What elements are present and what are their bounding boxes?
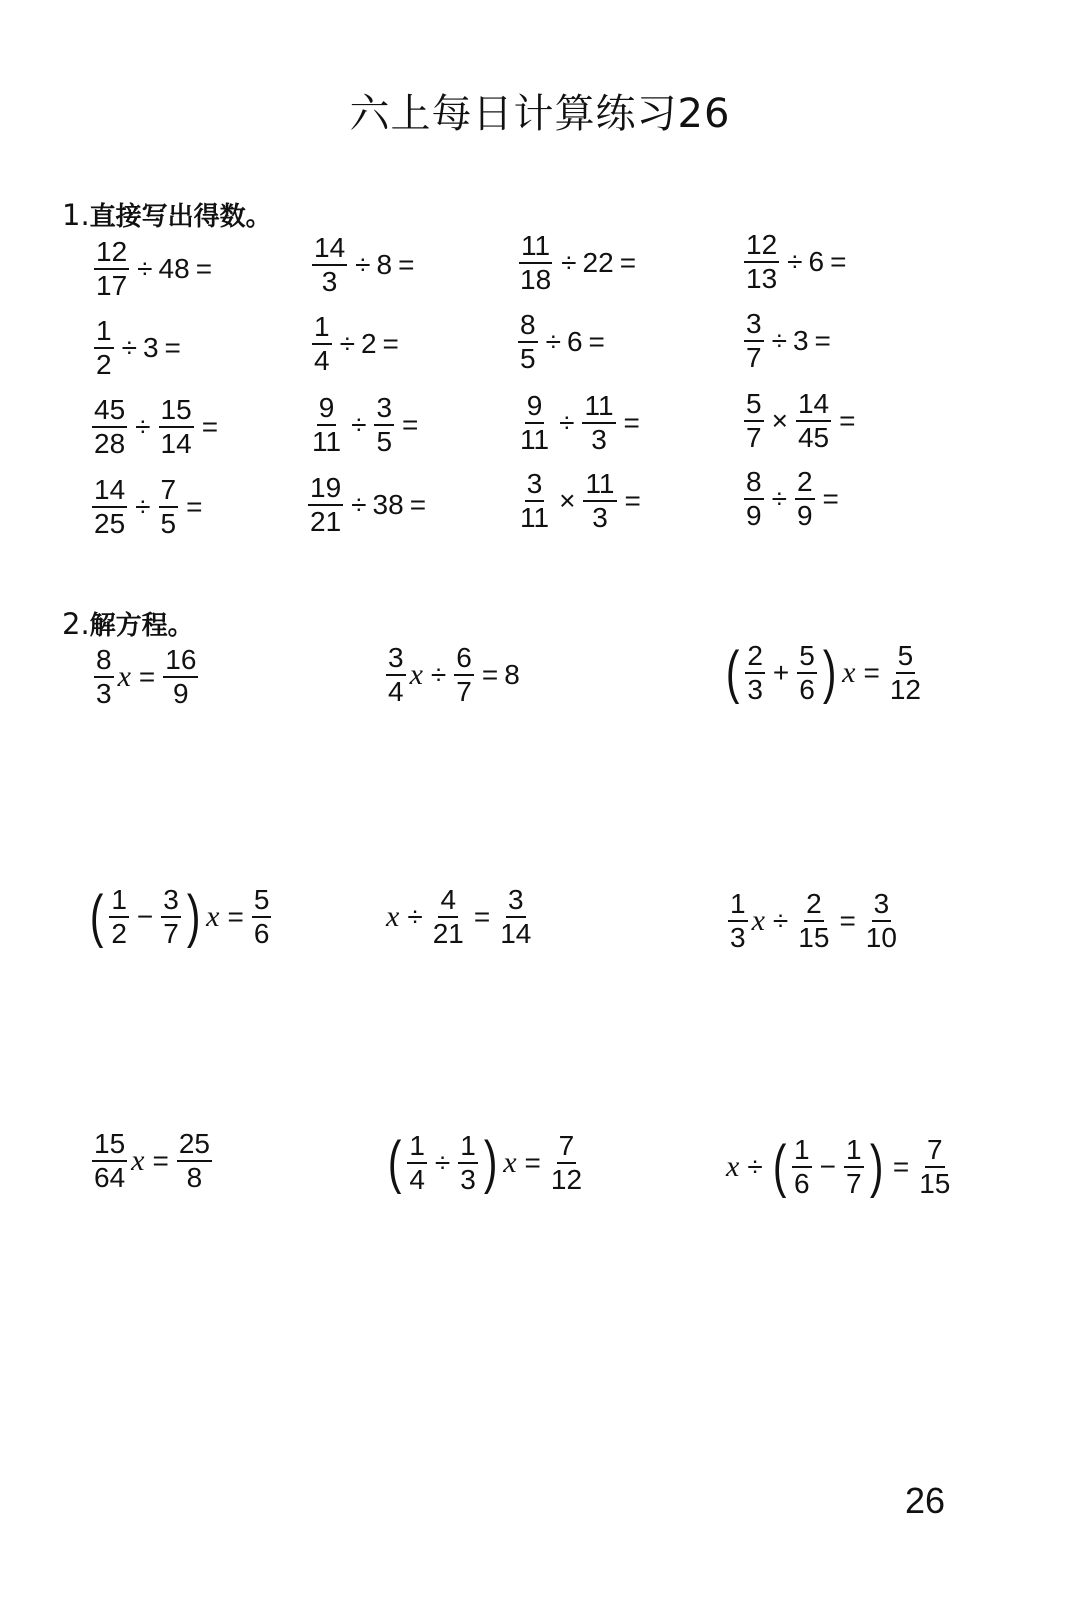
fraction: $\frac{1}{2}$ <box>96 315 112 380</box>
section2-label: 解方程。 <box>89 611 194 641</box>
oral-item-1: $\frac{12}{17}$ ÷ 48 = <box>96 236 213 301</box>
oral-item-9: $\frac{45}{28}$ ÷ $\frac{15}{14}$ = <box>94 394 219 459</box>
fraction: $\frac{14}{25}$ <box>94 474 126 539</box>
fraction: $\frac{1}{4}$ <box>314 311 330 376</box>
oral-item-10: $\frac{9}{11}$ ÷ $\frac{3}{5}$ = <box>312 392 419 457</box>
section2-heading <box>62 605 194 642</box>
fraction: $\frac{6}{7}$ <box>456 642 472 707</box>
equation-1: $\frac{8}{3}$ x = $\frac{16}{9}$ <box>96 644 197 709</box>
fraction: $\frac{3}{5}$ <box>376 392 393 457</box>
fraction: $\frac{11}{3}$ <box>585 468 615 533</box>
section1-heading <box>62 196 272 233</box>
fraction: $\frac{3}{7}$ <box>163 884 179 949</box>
oral-item-13: $\frac{14}{25}$ ÷ $\frac{7}{5}$ = <box>94 474 203 539</box>
fraction: $\frac{16}{9}$ <box>165 644 197 709</box>
page-number: 26 <box>905 1480 946 1521</box>
fraction: $\frac{3}{10}$ <box>865 888 897 953</box>
fraction: $\frac{5}{6}$ <box>799 640 815 705</box>
fraction: $\frac{15}{64}$ <box>94 1128 126 1193</box>
equation-2: $\frac{3}{4}$ x ÷ $\frac{6}{7}$ = 8 <box>388 642 520 707</box>
oral-item-8: $\frac{3}{7}$ ÷ 3 = <box>746 308 831 373</box>
fraction: $\frac{45}{28}$ <box>94 394 126 459</box>
fraction: $\frac{8}{3}$ <box>96 644 112 709</box>
fraction: $\frac{2}{15}$ <box>798 888 830 953</box>
fraction: $\frac{19}{21}$ <box>310 472 342 537</box>
fraction: $\frac{5}{6}$ <box>253 884 270 949</box>
fraction: $\frac{14}{3}$ <box>314 232 346 297</box>
fraction: $\frac{8}{9}$ <box>746 466 762 531</box>
fraction: $\frac{5}{12}$ <box>889 640 922 705</box>
section1-number: 1. <box>62 198 90 232</box>
equation-3: ( $\frac{2}{3}$ + $\frac{5}{6}$ ) x = $\frac{5}{12}$ <box>725 640 922 705</box>
fraction: $\frac{1}{7}$ <box>845 1134 862 1199</box>
fraction: $\frac{11}{18}$ <box>520 230 552 295</box>
fraction: $\frac{3}{11}$ <box>520 468 550 533</box>
fraction: $\frac{12}{13}$ <box>746 229 778 294</box>
equation-9: x ÷ ( $\frac{1}{6}$ − $\frac{1}{7}$ ) = $\frac{7}{15}$ <box>726 1134 951 1199</box>
equation-4: ( $\frac{1}{2}$ − $\frac{3}{7}$ ) x = $\frac{5}{6}$ <box>89 884 270 949</box>
equation-6: $\frac{1}{3}$ x ÷ $\frac{2}{15}$ = $\frac{3}{10}$ <box>730 888 897 953</box>
oral-item-12: $\frac{5}{7}$ × $\frac{14}{45}$ = <box>746 388 856 453</box>
fraction: $\frac{2}{3}$ <box>747 640 763 705</box>
equation-8: ( $\frac{1}{4}$ ÷ $\frac{1}{3}$ ) x = $\frac{7}{12}$ <box>387 1130 583 1195</box>
equation-5: x ÷ $\frac{4}{21}$ = $\frac{3}{14}$ <box>386 884 532 949</box>
fraction: $\frac{1}{3}$ <box>460 1130 476 1195</box>
equation-7: $\frac{15}{64}$ x = $\frac{25}{8}$ <box>94 1128 210 1193</box>
fraction: $\frac{1}{3}$ <box>730 888 746 953</box>
oral-item-11: $\frac{9}{11}$ ÷ $\frac{11}{3}$ = <box>520 390 640 455</box>
oral-item-14: $\frac{19}{21}$ ÷ 38 = <box>310 472 427 537</box>
oral-item-15: $\frac{3}{11}$ × $\frac{11}{3}$ = <box>520 468 641 533</box>
fraction: $\frac{2}{9}$ <box>796 466 813 531</box>
fraction: $\frac{4}{21}$ <box>432 884 464 949</box>
fraction: $\frac{3}{4}$ <box>388 642 404 707</box>
fraction: $\frac{7}{12}$ <box>550 1130 583 1195</box>
fraction: $\frac{12}{17}$ <box>96 236 128 301</box>
fraction: $\frac{7}{5}$ <box>160 474 177 539</box>
oral-item-16: $\frac{8}{9}$ ÷ $\frac{2}{9}$ = <box>746 466 839 531</box>
fraction: $\frac{1}{6}$ <box>794 1134 810 1199</box>
fraction: $\frac{1}{2}$ <box>111 884 127 949</box>
oral-item-4: $\frac{12}{13}$ ÷ 6 = <box>746 229 847 294</box>
fraction: $\frac{7}{15}$ <box>919 1134 951 1199</box>
fraction: $\frac{15}{14}$ <box>160 394 192 459</box>
fraction: $\frac{8}{5}$ <box>520 309 536 374</box>
oral-item-6: $\frac{1}{4}$ ÷ 2 = <box>314 311 399 376</box>
fraction: $\frac{5}{7}$ <box>746 388 762 453</box>
section2-number: 2. <box>62 607 90 641</box>
oral-item-5: $\frac{1}{2}$ ÷ 3 = <box>96 315 181 380</box>
page-title: 六上每日计算练习26 <box>349 91 731 137</box>
fraction: $\frac{14}{45}$ <box>797 388 830 453</box>
oral-item-7: $\frac{8}{5}$ ÷ 6 = <box>520 309 605 374</box>
fraction: $\frac{1}{4}$ <box>409 1130 425 1195</box>
oral-item-3: $\frac{11}{18}$ ÷ 22 = <box>520 230 637 295</box>
section1-label: 直接写出得数。 <box>89 202 272 232</box>
fraction: $\frac{9}{11}$ <box>520 390 550 455</box>
oral-item-2: $\frac{14}{3}$ ÷ 8 = <box>314 232 415 297</box>
fraction: $\frac{3}{14}$ <box>500 884 532 949</box>
fraction: $\frac{11}{3}$ <box>584 390 614 455</box>
fraction: $\frac{9}{11}$ <box>312 392 342 457</box>
fraction: $\frac{25}{8}$ <box>178 1128 210 1193</box>
fraction: $\frac{3}{7}$ <box>746 308 762 373</box>
